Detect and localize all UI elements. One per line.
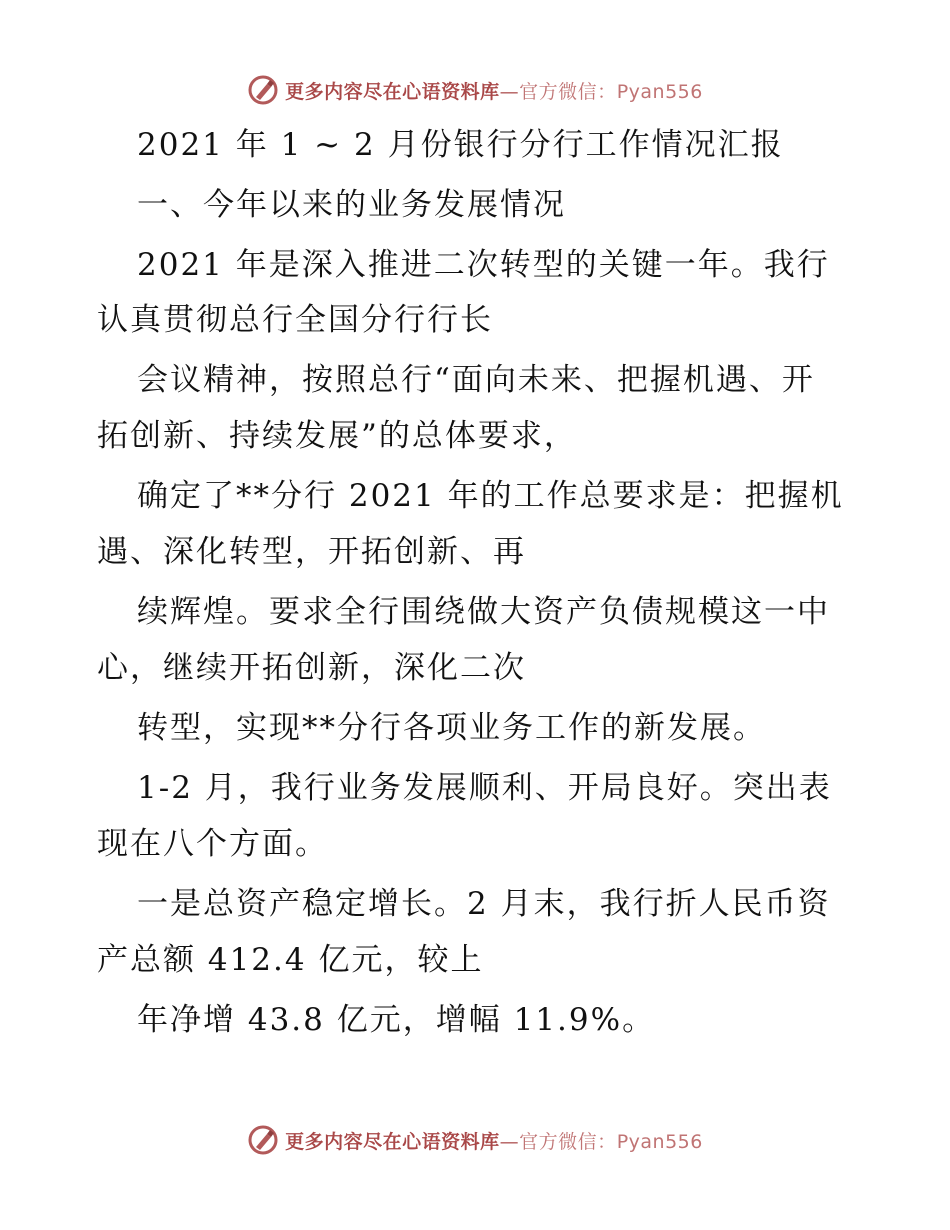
paragraph-line: 拓创新、持续发展”的总体要求， (97, 418, 577, 454)
paragraph-line: 遇、深化转型，开拓创新、再 (97, 534, 526, 570)
paragraph-line: 认真贯彻总行全国分行行长 (97, 302, 493, 338)
pen-seal-icon (247, 74, 279, 106)
watermark-text: 更多内容尽在心语资料库—官方微信：Pyan556 (285, 1130, 703, 1153)
paragraph-line: 1-2 月，我行业务发展顺利、开局良好。突出表 (137, 770, 832, 806)
paragraph-line: 心，继续开拓创新，深化二次 (97, 650, 526, 686)
paragraph-line: 确定了**分行 2021 年的工作总要求是：把握机 (137, 478, 844, 514)
paragraph-line: 会议精神，按照总行“面向未来、把握机遇、开 (137, 362, 815, 398)
paragraph-line: 现在八个方面。 (97, 826, 328, 862)
section-heading: 一、今年以来的业务发展情况 (137, 187, 566, 223)
document-title: 2021 年 1 ~ 2 月份银行分行工作情况汇报 (137, 127, 784, 163)
watermark-text: 更多内容尽在心语资料库—官方微信：Pyan556 (285, 80, 703, 103)
pen-seal-icon (247, 1124, 279, 1156)
footer-watermark (0, 1120, 950, 1160)
paragraph-line: 续辉煌。要求全行围绕做大资产负债规模这一中 (137, 594, 830, 630)
paragraph-line: 产总额 412.4 亿元，较上 (97, 942, 484, 978)
paragraph-line: 年净增 43.8 亿元，增幅 11.9%。 (137, 1002, 656, 1038)
paragraph-line: 一是总资产稳定增长。2 月末，我行折人民币资 (137, 886, 831, 922)
header-watermark (0, 70, 950, 110)
paragraph-line: 转型，实现**分行各项业务工作的新发展。 (137, 710, 766, 746)
paragraph-line: 2021 年是深入推进二次转型的关键一年。我行 (137, 247, 830, 283)
